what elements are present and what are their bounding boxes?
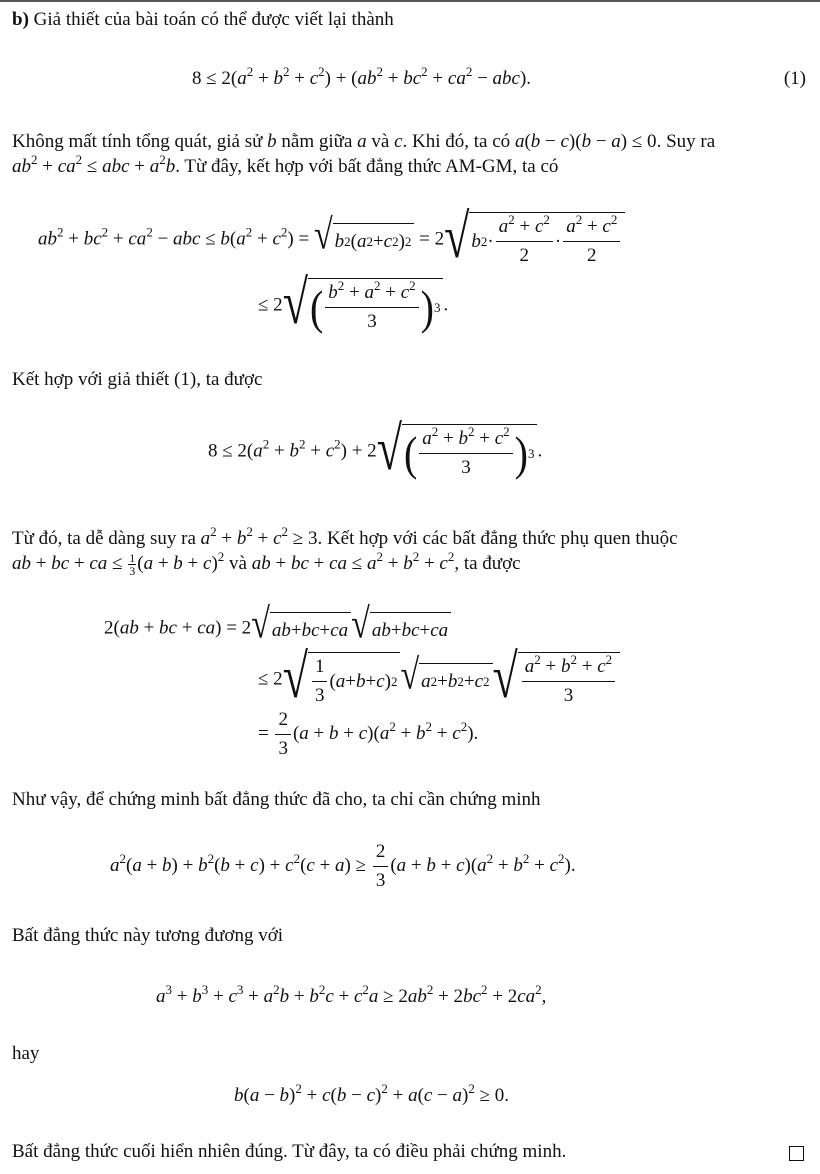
paragraph-1-line-1: Không mất tính tổng quát, giả sử b nằm giữa a và c. Khi đó, ta có a(b − c)(b − a) ≤ 0. Suy ra bbox=[12, 131, 716, 152]
p3-text-b: . Kết hợp với các bất đẳng thức phụ quen thuộc bbox=[317, 528, 678, 549]
p3-text-a: Từ đó, ta dễ dàng suy ra bbox=[12, 528, 196, 549]
paragraph-6: hay bbox=[12, 1043, 40, 1064]
paragraph-2: Kết hợp với giả thiết (1), ta được bbox=[12, 369, 263, 390]
equation-1: $8 \le 2(a^2 + b^2 + c^2) + (ab^2 + bc^2 + ca^2 - abc)$. bbox=[192, 64, 532, 89]
p1-text-b: nằm giữa bbox=[281, 131, 353, 152]
paragraph-1-line-2: $ab^2 + ca^2$ ≤ abc + $a^2b$. Từ đây, kết hợp với bất đẳng thức AM-GM, ta có bbox=[12, 152, 559, 177]
final-inequality: $b(a - b)^2 + c(b - c)^2 + a(c - a)^2 \ge 0$. bbox=[234, 1081, 510, 1106]
intro-line bbox=[12, 8, 394, 31]
paragraph-3-line-1: Từ đó, ta dễ dàng suy ra $a^2 + b^2 + c^2 \ge 3$. Kết hợp với các bất đẳng thức phụ quen thuộc bbox=[12, 524, 678, 549]
intro-text: Giả thiết của bài toán có thể được viết lại thành bbox=[33, 9, 394, 30]
paragraph-7: Bất đẳng thức cuối hiển nhiên đúng. Từ đây, ta có điều phải chứng minh. bbox=[12, 1141, 567, 1162]
paragraph-5: Bất đẳng thức này tương đương với bbox=[12, 925, 284, 946]
qed-box bbox=[789, 1146, 804, 1161]
p1-text-d: . Khi đó, ta có bbox=[402, 131, 511, 152]
amgm-line-1: $ab^2 + bc^2 + ca^2$ − abc ≤ $b(a^2 + c^2)$ = √ b 2 ( a 2 + c 2 ) 2 = 2 √ b 2 · $\frac{a^2 + c^2}{2}$ · $\frac{a^2 + c^2}{2}$ bbox=[38, 212, 625, 268]
equation-1-tag: (1) bbox=[783, 68, 806, 89]
p3-text-d: , ta được bbox=[454, 553, 521, 574]
combined-inequality: $8 \le 2(a^2 + b^2 + c^2) + 2$ √ ( $\frac{a^2 + b^2 + c^2}{3}$ ) 3 . bbox=[208, 413, 543, 483]
chain-line-3: = $\frac{2}{3}$ $(a + b + c)(a^2 + b^2 + c^2)$. bbox=[258, 709, 479, 759]
equivalent-inequality: $a^3 + b^3 + c^3 + a^2b + b^2c + c^2a \ge 2ab^2 + 2bc^2 + 2ca^2$, bbox=[156, 982, 547, 1007]
p3-text-c: và bbox=[229, 553, 247, 574]
paragraph-3-line-2: ab + bc + ca ≤ $\frac{1}{3}$ $(a + b + c)^2$ và ab + bc + ca ≤ $a^2 + b^2 + c^2$, ta được bbox=[12, 549, 521, 579]
p1-text-a: Không mất tính tổng quát, giả sử bbox=[12, 131, 263, 152]
p1-text-c: và bbox=[371, 131, 390, 152]
target-inequality: $a^2(a + b) + b^2(b + c) + c^2(c + a)$ ≥ $\frac{2}{3}$ $(a + b + c)(a^2 + b^2 + c^2)$. bbox=[110, 841, 576, 891]
chain-line-1: 2(ab + bc + ca) = 2 √ ab + bc + ca √ ab + bc + ca bbox=[104, 612, 451, 646]
p1-text-f: . Từ đây, kết hợp với bất đẳng thức AM-GM, ta có bbox=[175, 156, 559, 177]
chain-line-2: ≤ 2 √ $\frac{1}{3}$ ( a + b + c ) 2 √ a 2 + b 2 + c 2 √ $\frac{a^2 + b^2 + c^2}{3}$ bbox=[258, 652, 620, 708]
part-label: b) bbox=[12, 9, 29, 30]
amgm-line-2: ≤ 2 √ ( $\frac{b^2 + a^2 + c^2}{3}$ ) 3 . bbox=[258, 267, 449, 337]
paragraph-4: Như vậy, để chứng minh bất đẳng thức đã cho, ta chỉ cần chứng minh bbox=[12, 789, 541, 810]
p1-text-e: . Suy ra bbox=[656, 131, 716, 152]
top-rule bbox=[0, 0, 820, 2]
